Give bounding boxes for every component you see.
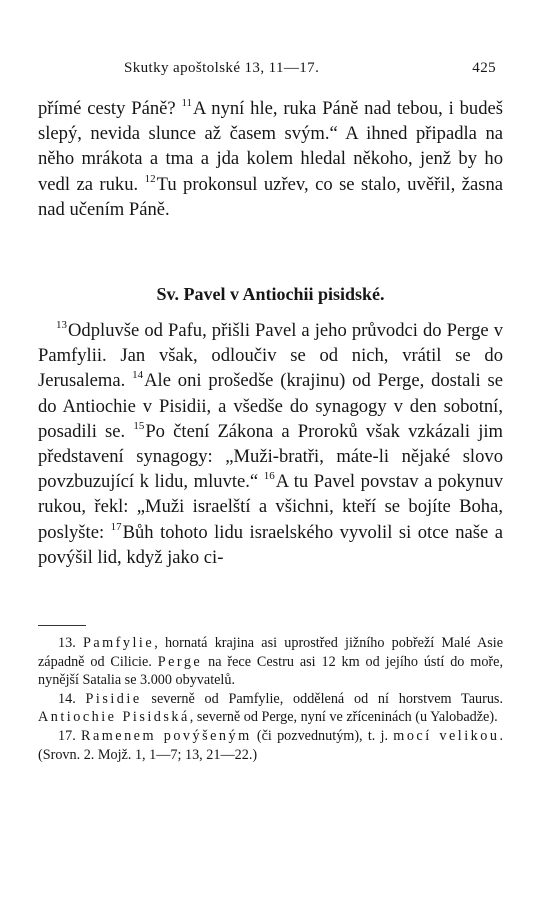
footnote-number: 17. bbox=[58, 727, 76, 744]
paragraph-verses-11-12 bbox=[38, 96, 503, 222]
text-segment: Odpluvše od Pafu, přišli Pavel a jeho průvodci do Perge v Pamfylii. Jan však, odloučiv se od nich, vrátil se do Jerusalema. bbox=[38, 320, 503, 392]
footnote bbox=[38, 727, 503, 764]
verse-number: 11 bbox=[181, 97, 193, 109]
text-segment: Po čtení Zákona a Proroků však vzkázali jim představení synagogy: „Muži-bratři, máte-li nějaké slovo povzbuzující k lidu, mluvte.“ bbox=[38, 420, 503, 493]
footnote-term: Antiochie Pisidská bbox=[38, 709, 190, 726]
footnote bbox=[38, 690, 503, 727]
verse-number: 16 bbox=[263, 470, 275, 483]
footnote-number: 13. bbox=[58, 635, 76, 651]
footnote-term: Pisidie bbox=[85, 690, 142, 707]
verse-number: 12 bbox=[144, 172, 156, 185]
footnote-text: . (Srovn. 2. Mojž. 1, 1—7; 13, 21—22.) bbox=[38, 727, 503, 763]
footnote-term: Perge bbox=[157, 653, 203, 670]
running-title: Skutky apoštolské 13, 11—17. bbox=[124, 60, 320, 76]
page-header bbox=[38, 60, 508, 82]
footnote-term: Ramenem povýšeným bbox=[80, 727, 252, 744]
page-number: 425 bbox=[472, 60, 496, 76]
section-heading: Sv. Pavel v Antiochii pisidské. bbox=[156, 284, 385, 304]
footnote-text: severně od Pamfylie, oddělená od ní horstvem Taurus. bbox=[141, 690, 504, 707]
verse-number: 15 bbox=[133, 419, 145, 432]
text-segment: A nyní hle, ruka Páně nad tebou, i budeš slepý, nevida slunce až časem svým.“ A ihned připadla na něho mrákota a tma a jda kolem hledal někoho, jenž by ho vedl za ruku. bbox=[38, 98, 503, 195]
text-segment: Tu prokonsul uzřev, co se stalo, uvěřil, žasna nad učením Páně. bbox=[38, 173, 503, 220]
text-segment: Ale oni prošedše (krajinu) od Perge, dostali se do Antiochie v Pisidii, a všedše do synagogy v den sobotní, posadili se. bbox=[38, 370, 503, 442]
verse-number: 17 bbox=[110, 520, 122, 533]
footnote-term: mocí velikou bbox=[393, 727, 500, 744]
footnote-separator bbox=[38, 625, 86, 626]
footnote-term: Pamfylie bbox=[82, 635, 155, 651]
footnote-text: na řece Cestru asi 12 km od jejího ústí do moře, nynější Satalia se 3.000 obyvatelů. bbox=[38, 653, 503, 689]
footnote-text: (či pozvednutým), t. j. bbox=[251, 727, 394, 744]
verse-number: 13 bbox=[56, 319, 67, 331]
footnote-text: , severně od Perge, nyní ve zříceninách (u Yalobadže). bbox=[189, 709, 498, 726]
verse-number: 14 bbox=[132, 369, 144, 382]
paragraph-verses-13-17 bbox=[38, 318, 503, 570]
footnote-number: 14. bbox=[58, 690, 76, 707]
text-segment: Bůh tohoto lidu israelského vyvolil si otce naše a povýšil lid, když jako ci- bbox=[38, 521, 503, 568]
text-segment: A tu Pavel povstav a pokynuv rukou, řekl: „Muži israelští a všichni, kteří se bojíte Boha, poslyšte: bbox=[38, 471, 503, 543]
footnote-text: , hornatá krajina asi uprostřed jižního pobřeží Malé Asie západně od Cilicie. bbox=[38, 635, 503, 670]
footnotes bbox=[38, 634, 503, 764]
footnote bbox=[38, 634, 503, 690]
text-segment: přímé cesty Páně? bbox=[38, 98, 182, 119]
